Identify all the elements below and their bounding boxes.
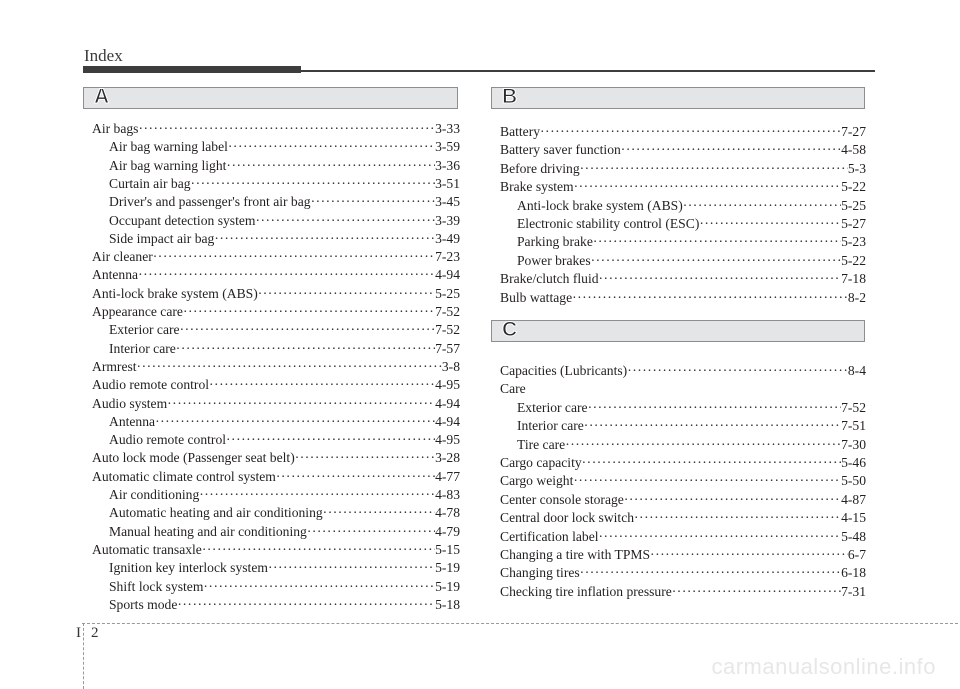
dot-leader [202, 541, 435, 559]
entry-page: 5-22 [841, 252, 866, 268]
dot-leader [258, 285, 435, 303]
entry-page: 4-58 [841, 142, 866, 158]
index-entry [92, 120, 460, 138]
entry-page: 7-31 [841, 583, 866, 599]
entry-label: Cargo weight [500, 473, 574, 489]
entry-page: 5-23 [841, 234, 866, 250]
index-entry [109, 578, 460, 596]
entry-label: Shift lock system [109, 578, 204, 594]
index-entry [92, 303, 460, 321]
dot-leader [276, 468, 435, 486]
entry-label: Air cleaner [92, 249, 153, 265]
dot-leader [209, 376, 435, 394]
dot-leader [683, 197, 841, 215]
entry-label: Center console storage [500, 491, 624, 507]
index-entry [500, 564, 866, 582]
entry-page: 3-51 [435, 175, 460, 191]
index-entry [109, 559, 460, 577]
entry-label: Auto lock mode (Passenger seat belt) [92, 450, 295, 466]
index-entry [92, 376, 460, 394]
footer-section: I [76, 625, 81, 641]
dot-leader [580, 160, 848, 178]
index-entry [92, 358, 460, 376]
watermark: carmanualsonline.info [711, 654, 936, 679]
entry-label: Interior care [517, 418, 584, 434]
dot-leader [699, 215, 841, 233]
dot-leader [323, 504, 435, 522]
dot-leader [183, 303, 435, 321]
dot-leader [591, 252, 841, 270]
entry-page: 3-36 [435, 157, 460, 173]
entry-label: Central door lock switch [500, 510, 635, 526]
index-entry [109, 193, 460, 211]
entry-page: 5-19 [435, 560, 460, 576]
entry-page: 6-18 [841, 565, 866, 581]
dot-leader [634, 509, 841, 527]
entry-label: Exterior care [517, 399, 588, 415]
index-entry [500, 160, 866, 178]
index-entry [500, 528, 866, 546]
dot-leader [599, 528, 842, 546]
index-entry [517, 197, 866, 215]
section-letter-c: C [502, 318, 518, 341]
entry-label: Certification label [500, 528, 599, 544]
entry-page: 4-83 [435, 487, 460, 502]
entry-page: 7-30 [841, 436, 866, 452]
dot-leader [311, 193, 436, 211]
index-entry [500, 289, 866, 307]
entry-page: 3-39 [435, 212, 460, 228]
index-entry [500, 141, 866, 159]
index-entry [500, 454, 866, 472]
entry-label: Air bag warning light [109, 157, 227, 173]
entry-page: 3-45 [435, 194, 460, 210]
entry-label: Automatic climate control system [92, 468, 276, 484]
index-entry [500, 362, 866, 380]
entry-page: 5-27 [841, 216, 866, 231]
entry-page: 7-57 [435, 340, 460, 356]
index-entry [109, 340, 460, 358]
dot-leader [588, 399, 842, 417]
entry-page: 7-52 [841, 399, 866, 415]
entry-page: 4-95 [435, 432, 460, 448]
dot-leader [153, 248, 435, 266]
entry-page: 6-7 [847, 547, 866, 562]
dot-leader [650, 546, 848, 564]
entry-page: 5-48 [841, 528, 866, 544]
entry-label: Interior care [109, 340, 176, 356]
entry-page: 4-77 [435, 468, 460, 484]
entry-page: 5-15 [435, 541, 460, 557]
entry-label: Power brakes [517, 252, 591, 268]
entry-label: Ignition key interlock system [109, 560, 268, 576]
entry-label: Bulb wattage [500, 289, 573, 305]
entry-label: Manual heating and air conditioning [109, 523, 307, 539]
index-entry [500, 546, 866, 564]
entry-label: Sports mode [109, 596, 178, 612]
index-entry [500, 509, 866, 527]
entry-label: Automatic transaxle [92, 541, 202, 557]
dot-leader [137, 358, 442, 376]
index-entry [92, 395, 460, 413]
entry-page: 5-19 [435, 578, 460, 594]
dot-leader [584, 417, 841, 435]
index-entry [517, 252, 866, 270]
entry-label: Care [500, 381, 526, 397]
section-letter-a: A [94, 85, 110, 108]
entry-label: Capacities (Lubricants) [500, 363, 628, 378]
entry-page: 3-28 [435, 450, 460, 466]
entry-label: Antenna [92, 267, 139, 283]
entry-label: Air conditioning [109, 487, 200, 502]
dot-leader [255, 212, 435, 230]
entry-page: 4-94 [435, 267, 460, 283]
index-entry [109, 413, 460, 431]
dot-leader [295, 449, 435, 467]
dot-leader [624, 491, 841, 509]
index-entry [517, 215, 866, 233]
index-entry [109, 504, 460, 522]
index-entry [109, 431, 460, 449]
index-entry [500, 123, 866, 141]
entry-label: Before driving [500, 160, 580, 176]
entry-page: 3-59 [435, 139, 460, 155]
entry-page: 7-18 [841, 271, 866, 287]
entry-label: Air bags [92, 121, 139, 136]
index-entry [109, 486, 460, 504]
entry-label: Side impact air bag [109, 230, 215, 246]
dot-leader [307, 523, 435, 541]
index-entry [517, 399, 866, 417]
index-entry [92, 449, 460, 467]
index-entry [109, 138, 460, 156]
entry-page: 8-2 [847, 289, 866, 305]
index-entry [92, 248, 460, 266]
entry-page: 5-25 [841, 197, 866, 213]
entry-page: 5-46 [841, 455, 866, 470]
dot-leader [574, 178, 841, 196]
dot-leader [167, 395, 435, 413]
index-entry [500, 472, 866, 490]
dot-leader [580, 564, 841, 582]
entry-label: Brake/clutch fluid [500, 271, 599, 287]
dot-leader [228, 138, 435, 156]
section-header-a [83, 87, 458, 109]
dot-leader [191, 175, 436, 193]
dot-leader [138, 266, 435, 284]
entry-page: 5-25 [435, 285, 460, 301]
entry-label: Brake system [500, 179, 574, 195]
dot-leader [177, 596, 435, 614]
dot-leader [540, 123, 841, 141]
index-entry [500, 178, 866, 196]
entry-label: Cargo capacity [500, 455, 582, 470]
dot-leader [199, 486, 435, 504]
index-entry [109, 596, 460, 614]
entry-label: Air bag warning label [109, 139, 228, 155]
entry-page: 4-87 [841, 491, 866, 507]
entry-page: 4-79 [435, 523, 460, 539]
index-entry [500, 491, 866, 509]
dot-leader [176, 340, 435, 358]
entry-page: 4-94 [435, 413, 460, 429]
index-entry [500, 380, 866, 398]
index-entry [517, 233, 866, 251]
dot-leader [138, 120, 435, 138]
entry-page: 5-18 [435, 596, 460, 612]
entry-label: Appearance care [92, 304, 183, 319]
entry-label: Curtain air bag [109, 175, 191, 191]
dot-leader [226, 157, 435, 175]
entry-label: Changing a tire with TPMS [500, 547, 651, 562]
entry-page: 8-4 [847, 363, 866, 378]
header-rule [301, 70, 875, 72]
dot-leader [180, 321, 436, 339]
entry-page: 4-95 [435, 377, 460, 393]
dot-leader [627, 362, 848, 380]
dot-leader [621, 141, 841, 159]
entry-label: Changing tires [500, 565, 580, 581]
entry-label: Electronic stability control (ESC) [517, 216, 700, 231]
entry-page: 7-51 [841, 418, 866, 434]
dot-leader [565, 436, 841, 454]
entry-page: 7-52 [435, 322, 460, 338]
entry-label: Anti-lock brake system (ABS) [517, 197, 683, 213]
dot-leader [226, 431, 435, 449]
index-entry [109, 175, 460, 193]
entry-label: Battery [500, 124, 541, 139]
index-entry [92, 266, 460, 284]
dot-leader [214, 230, 435, 248]
entry-label: Antenna [109, 413, 156, 429]
index-entry [517, 417, 866, 435]
entry-label: Checking tire inflation pressure [500, 583, 672, 599]
index-entry [109, 321, 460, 339]
dot-leader [582, 454, 841, 472]
entry-page: 5-50 [841, 473, 866, 489]
entry-page: 4-78 [435, 505, 460, 521]
dot-leader [593, 233, 841, 251]
index-entry [109, 523, 460, 541]
entry-label: Armrest [92, 358, 137, 374]
entry-page: 3-8 [441, 358, 460, 374]
index-entry [517, 436, 866, 454]
section-header-b [491, 87, 865, 109]
dot-leader [155, 413, 435, 431]
entry-label: Occupant detection system [109, 212, 256, 228]
entry-label: Tire care [517, 436, 566, 452]
entry-label: Automatic heating and air conditioning [109, 505, 323, 521]
entry-page: 5-22 [841, 179, 866, 195]
dot-leader [572, 289, 848, 307]
index-entry [92, 285, 460, 303]
dot-leader [268, 559, 435, 577]
entry-page: 3-33 [435, 121, 460, 136]
index-entry [109, 230, 460, 248]
entry-label: Parking brake [517, 234, 593, 250]
dot-leader [599, 270, 842, 288]
entry-page: 4-15 [841, 510, 866, 526]
entry-page: 7-52 [435, 304, 460, 319]
dot-leader [203, 578, 435, 596]
entry-label: Anti-lock brake system (ABS) [92, 285, 258, 301]
dot-leader [573, 472, 841, 490]
footer-page-number [76, 625, 99, 642]
index-entry [92, 468, 460, 486]
entry-label: Driver's and passenger's front air bag [109, 194, 311, 210]
header-bar-dark [83, 66, 301, 73]
index-entry [500, 583, 866, 601]
entry-label: Battery saver function [500, 142, 621, 158]
index-entry [109, 157, 460, 175]
section-header-c [491, 320, 865, 342]
dot-leader [672, 583, 841, 601]
entry-label: Exterior care [109, 322, 180, 338]
entry-label: Audio system [92, 395, 168, 411]
entry-page: 7-23 [435, 249, 460, 265]
index-entry [92, 541, 460, 559]
entry-page: 4-94 [435, 395, 460, 411]
section-letter-b: B [502, 85, 518, 108]
index-entry [109, 212, 460, 230]
entry-label: Audio remote control [92, 377, 210, 393]
entry-page: 3-49 [435, 230, 460, 246]
footer-rule [82, 623, 958, 624]
index-entry [500, 270, 866, 288]
footer-page: 2 [91, 625, 99, 641]
entry-page: 7-27 [841, 124, 866, 139]
entry-page: 5-3 [847, 160, 866, 176]
page-title: Index [84, 46, 123, 65]
entry-label: Audio remote control [109, 432, 227, 448]
